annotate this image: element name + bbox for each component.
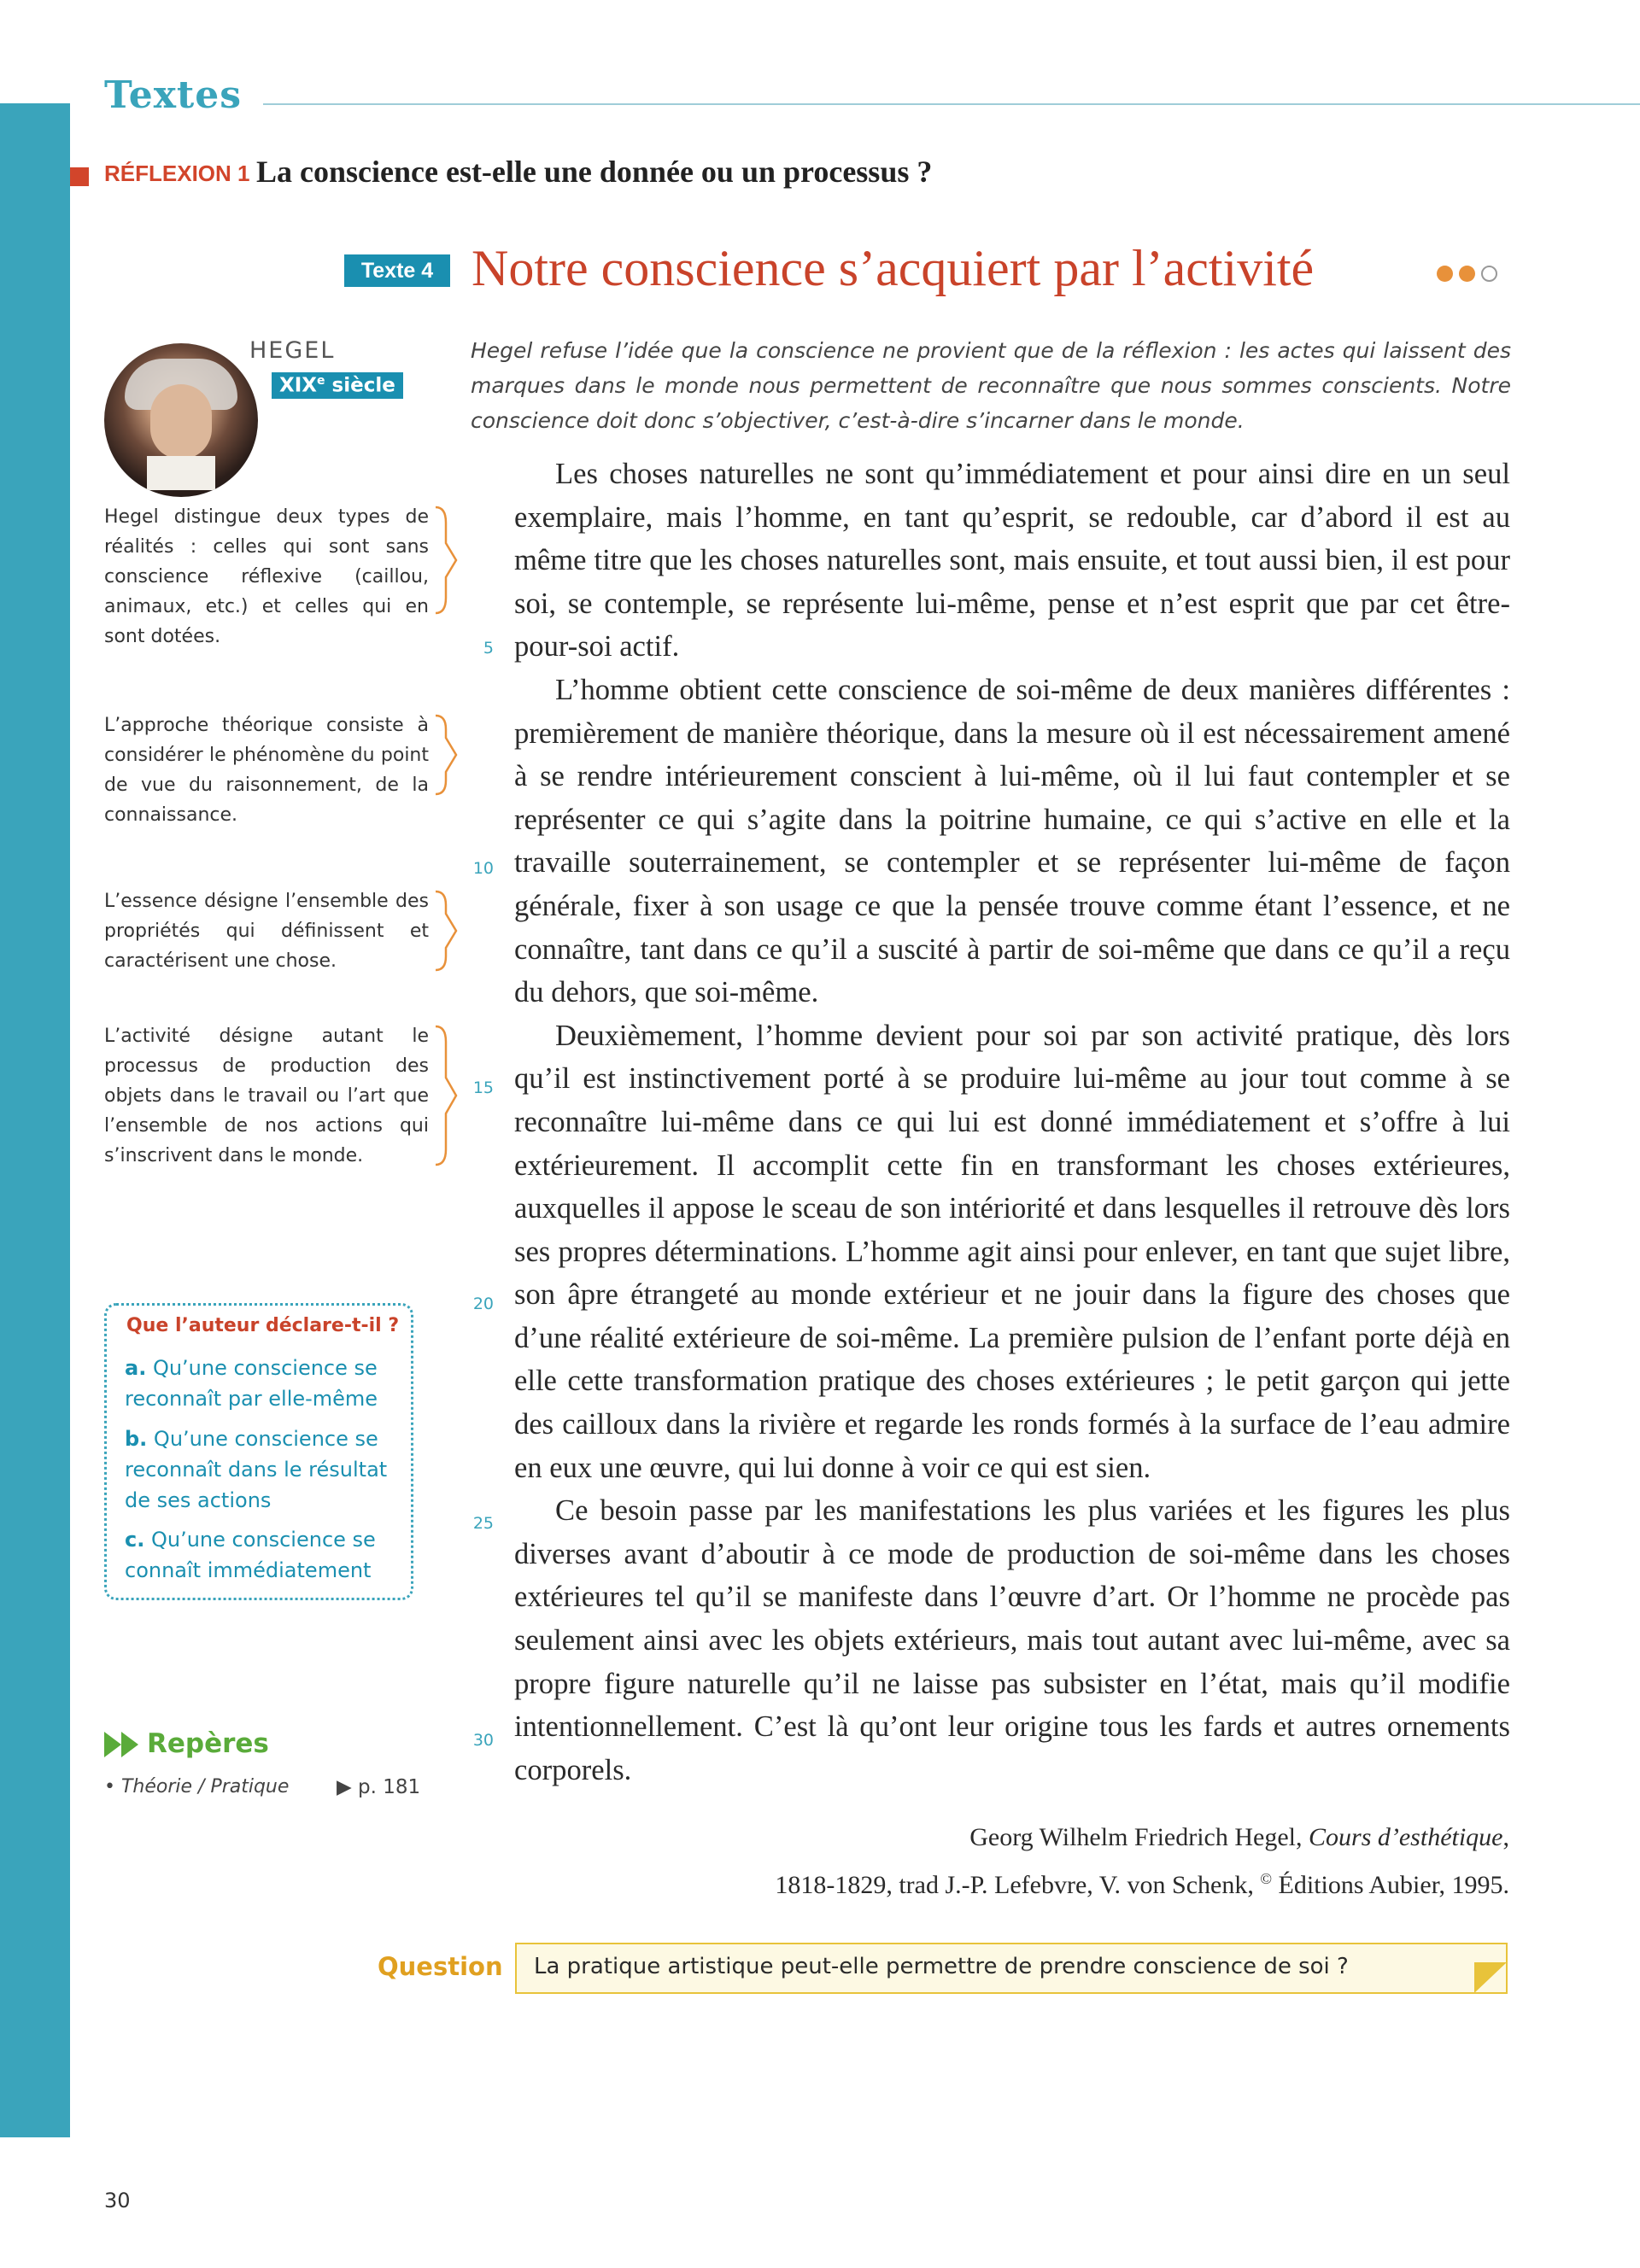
intro-text: Hegel refuse l’idée que la conscience ne provient que de la réflexion : les actes qui laissent des marques dans le monde nous permettent de reconnaître que nous sommes conscients. Notre conscience doit donc s’objectiver, c’est-à-dire s’incarner dans le monde. <box>471 338 1511 433</box>
reflexion-label: RÉFLEXION 1 <box>104 161 250 186</box>
difficulty-dot-filled-icon <box>1459 266 1475 282</box>
note-brace-icon <box>434 1025 460 1166</box>
page-title: Notre conscience s’acquiert par l’activité <box>472 240 1315 296</box>
reperes-arrow-icon <box>104 1730 144 1759</box>
reperes-item: • Théorie / Pratique <box>104 1776 290 1797</box>
reflexion-marker-icon <box>70 167 89 186</box>
text-paragraph: Les choses naturelles ne sont qu’immédiatement et pour ainsi dire en un seul exemplaire, mais l’homme, en tant qu’esprit, se redouble, car d’abord il est au même titre que les choses naturelles sont, mais ensuite, et tout aussi bien, il est pour soi, se contemple, se représente lui-même, pense et n’est esprit que par cet être-pour-soi actif. <box>514 458 1510 663</box>
source-citation: Georg Wilhelm Friedrich Hegel, Cours d’esthétique, 1818-1829, trad J.-P. Lefebvre, V. von Schenk, © Éditions Aubier, 1995. <box>775 1823 1509 1899</box>
main-text <box>514 453 1510 1792</box>
line-number: 30 <box>472 1731 494 1750</box>
quiz-option-b[interactable]: b. Qu’une conscience se reconnaît dans le résultat de ses actions <box>125 1427 388 1512</box>
reperes-page-link[interactable]: ▶ p. 181 <box>337 1776 421 1798</box>
margin-note: L’activité désigne autant le processus de production des objets dans le travail ou l’art que l’ensemble de nos actions qui s’inscrivent dans le monde. <box>104 1026 429 1166</box>
difficulty-indicator <box>1437 265 1503 282</box>
text-paragraph: Deuxièmement, l’homme devient pour soi par son activité pratique, dès lors qu’il est instinctivement porté à se produire lui-même au jour tout comme à se reconnaître lui-même dans ce qui lui est donné immédiatement et s’offre à lui extérieurement. Il accomplit cette fin en transformant les choses extérieures, auxquelles il appose le sceau de son intériorité et dans lesquelles il retrouve dès lors ses propres déterminations. L’homme agit ainsi pour enlever, en tant que sujet libre, son âpre étrangeté au monde extérieur et ne jouir dans la figure des choses que d’une réalité extérieure de soi-même. La première pulsion de l’enfant porte déjà en elle cette transformation pratique des choses extérieures ; le petit garçon qui jette des cailloux dans la rivière et regarde les ronds formés à la surface de l’eau admire en eux une œuvre, qui lui donne à voir ce qui est sien. <box>514 1019 1510 1484</box>
question-label: Question <box>378 1952 503 1981</box>
margin-note: Hegel distingue deux types de réalités : celles qui sont sans conscience réflexive (caillou, animaux, etc.) et celles qui en sont dotées. <box>104 506 429 647</box>
difficulty-dot-filled-icon <box>1437 266 1453 282</box>
note-brace-icon <box>434 890 460 972</box>
reflexion-question: La conscience est-elle une donnée ou un processus ? <box>256 155 933 189</box>
texte-badge: Texte 4 <box>344 254 450 287</box>
quiz-option-a[interactable]: a. Qu’une conscience se reconnaît par elle-même <box>125 1356 378 1411</box>
difficulty-dot-empty-icon <box>1481 266 1497 282</box>
note-brace-icon <box>434 714 460 796</box>
page-number: 30 <box>104 2189 131 2212</box>
line-number: 5 <box>483 639 494 658</box>
section-title: Textes <box>104 73 243 117</box>
line-number: 15 <box>472 1078 494 1097</box>
author-name: HEGEL <box>249 337 336 364</box>
note-brace-icon <box>434 506 460 615</box>
line-number: 20 <box>472 1295 494 1313</box>
margin-note: L’approche théorique consiste à considérer le phénomène du point de vue du raisonnement, de la connaissance. <box>104 715 429 826</box>
line-number: 25 <box>472 1514 494 1533</box>
margin-note: L’essence désigne l’ensemble des propriétés qui définissent et caractérisent une chose. <box>104 891 429 972</box>
quiz-option-c[interactable]: c. Qu’une conscience se connaît immédiatement <box>125 1528 376 1582</box>
line-number: 10 <box>472 859 494 878</box>
side-color-band <box>0 103 70 2137</box>
question-corner-icon <box>1474 1962 1507 1993</box>
question-text: La pratique artistique peut-elle permettre de prendre conscience de soi ? <box>534 1954 1349 1979</box>
text-paragraph: L’homme obtient cette conscience de soi-même de deux manières différentes : premièrement de manière théorique, dans la mesure où il est nécessairement amené à se rendre intérieurement conscient à lui-même, où il lui faut contempler et se représenter ce qui s’agite dans la poitrine humaine, ce qui s’active en elle et la travaille souterrainement, se contempler et se représenter lui-même de façon générale, fixer à son usage ce que la pensée trouve comme étant l’essence, et ne connaître, tant dans ce qu’il a suscité à partir de soi-même que dans ce qu’il a reçu du dehors, que soi-même. <box>514 673 1510 1009</box>
text-paragraph: Ce besoin passe par les manifestations les plus variées et les figures les plus diverses avant d’aboutir à ce mode de production de soi-même dans les choses extérieures tel qu’il se manifeste dans l’œuvre d’art. Or l’homme ne procède pas seulement ainsi avec les objets extérieurs, mais tout autant avec lui-même, avec sa propre figure naturelle qu’il ne laisse pas subsister en l’état, mais qu’il modifie intentionnellement. C’est là qu’ont leur origine tous les fards et autres ornements corporels. <box>514 1494 1510 1786</box>
reperes-title: Repères <box>147 1728 269 1759</box>
author-portrait <box>104 343 258 497</box>
century-badge: XIXe siècle <box>272 372 403 399</box>
header-divider <box>263 103 1640 105</box>
quiz-title: Que l’auteur déclare-t-il ? <box>126 1315 400 1336</box>
